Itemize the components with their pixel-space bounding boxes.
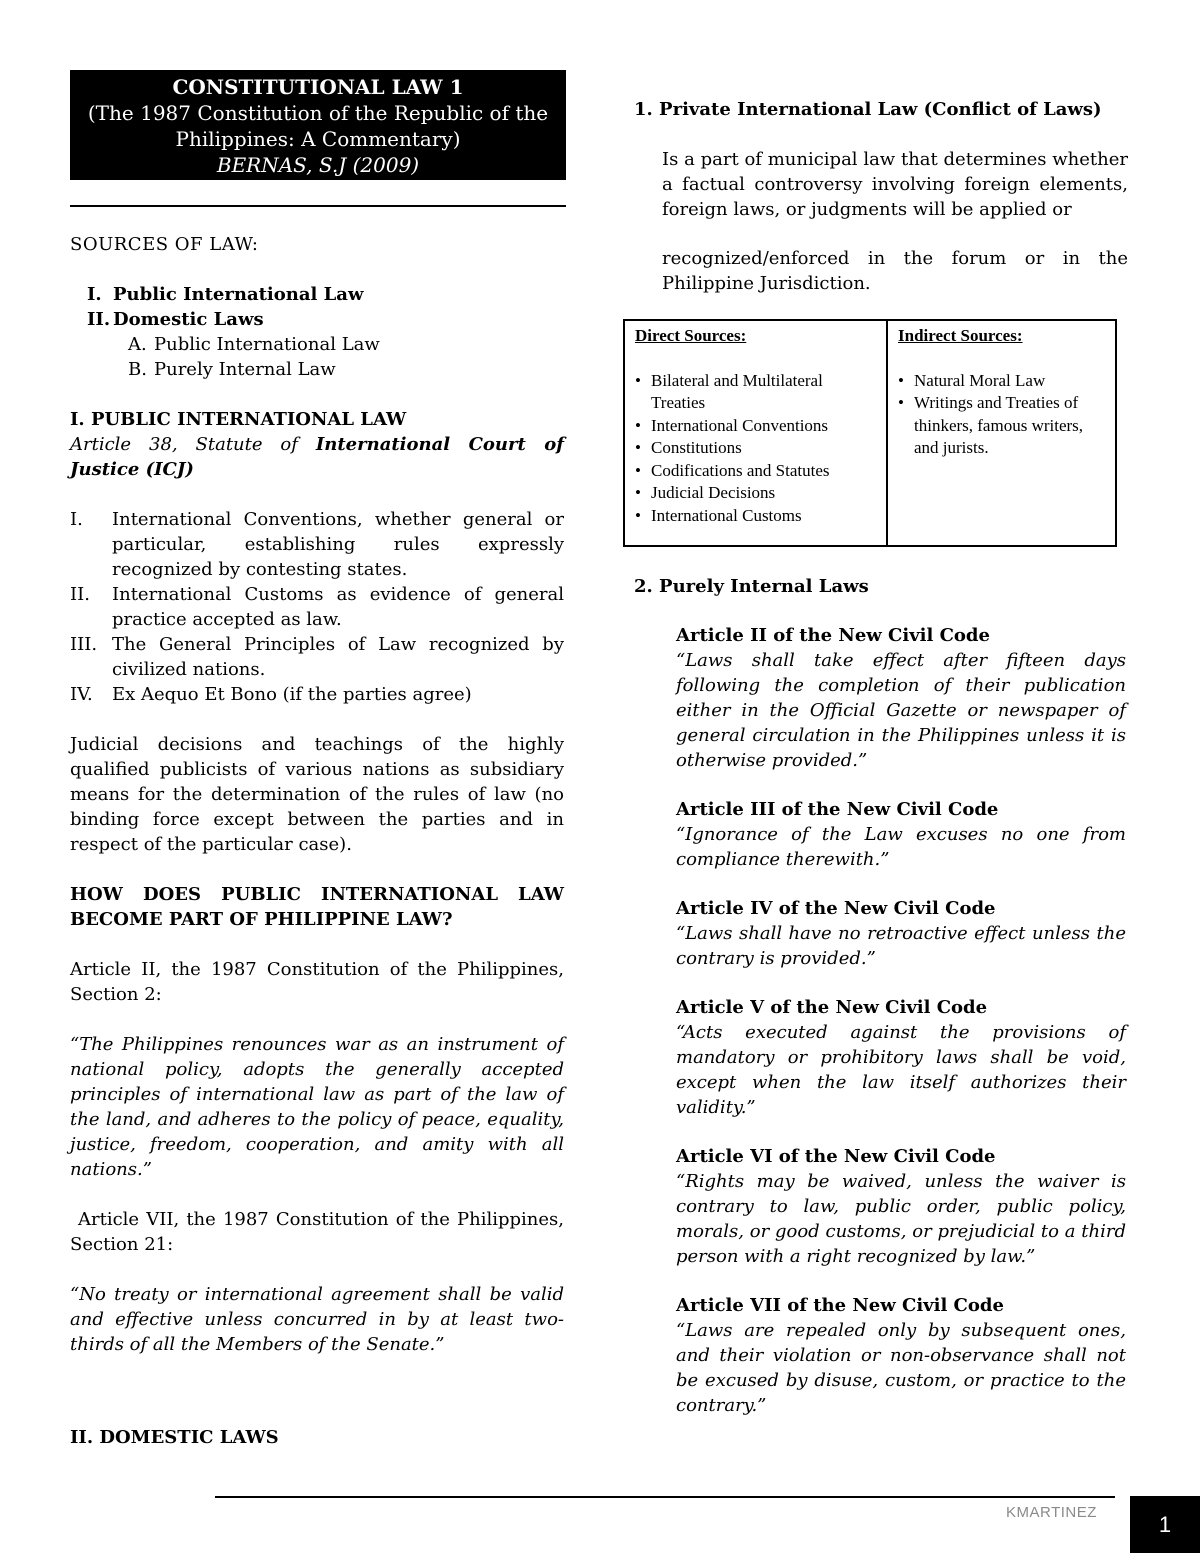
list-item	[70, 582, 564, 632]
direct-source-item: • International Conventions	[635, 415, 876, 438]
private-international-law-heading: 1. Private International Law (Conflict of Laws)	[634, 99, 1102, 120]
direct-source-item: • Bilateral and Multilateral Treaties	[635, 370, 876, 415]
article-vii-reference: Article VII, the 1987 Constitution of the Philippines, Section 21:	[70, 1209, 564, 1255]
outline-num: II.	[87, 309, 111, 330]
direct-sources-cell	[624, 320, 887, 546]
how-heading: HOW DOES PUBLIC INTERNATIONAL LAW BECOME PART OF PHILIPPINE LAW?	[70, 884, 564, 930]
list-item-text: Ex Aequo Et Bono (if the parties agree)	[112, 684, 472, 705]
article-title: Article VII of the New Civil Code	[676, 1295, 1004, 1316]
article-quote: “Laws are repealed only by subsequent ones, and their violation or non-observance shall not be excused by disuse, custom, or practice to the contrary.”	[676, 1320, 1126, 1416]
article-quote: “Rights may be waived, unless the waiver is contrary to law, public order, public policy, morals, or good customs, or prejudicial to a third person with a right recognized by law.”	[676, 1171, 1126, 1267]
article-title: Article VI of the New Civil Code	[676, 1146, 996, 1167]
outline-sub-label: Purely Internal Law	[154, 359, 336, 380]
header-divider	[70, 205, 566, 207]
article-ii-quote: “The Philippines renounces war as an instrument of national policy, adopts the generally accepted principles of international law as part of the law of the land, and adheres to the policy of peace, equality, justice, freedom, cooperation, and amity with all nations.”	[70, 1034, 564, 1180]
list-item-text: International Conventions, whether general or particular, establishing rules expressly recognized by contesting states.	[112, 509, 564, 580]
list-item-num: III.	[70, 634, 98, 655]
civil-code-article	[676, 995, 1126, 1120]
judicial-decisions-paragraph: Judicial decisions and teachings of the highly qualified publicists of various nations as subsidiary means for the determination of the rules of law (no binding force except between the parties and in respect of the particular case).	[70, 734, 564, 855]
document-subtitle-line1: (The 1987 Constitution of the Republic of the	[87, 101, 549, 125]
direct-source-item: • Judicial Decisions	[635, 482, 876, 505]
pil-reference-court: International Court of Justice (ICJ)	[70, 434, 564, 480]
list-item-text: International Customs as evidence of general practice accepted as law.	[112, 584, 564, 630]
civil-code-article	[676, 1293, 1126, 1418]
private-pil-para1: Is a part of municipal law that determines whether a factual controversy involving foreign elements, foreign laws, or judgments will be applied or	[662, 149, 1128, 220]
purely-internal-laws-heading: 2. Purely Internal Laws	[634, 576, 869, 597]
article-title: Article IV of the New Civil Code	[676, 898, 996, 919]
sources-table	[623, 319, 1117, 547]
direct-source-item: • Constitutions	[635, 437, 876, 460]
domestic-laws-heading: II. DOMESTIC LAWS	[70, 1427, 279, 1448]
private-international-law-paragraph	[662, 147, 1128, 296]
indirect-sources-heading: Indirect Sources:	[898, 326, 1023, 345]
outline-sub-num: B.	[128, 359, 147, 380]
document-subtitle-line2: Philippines: A Commentary)	[175, 127, 461, 151]
article-quote: “Laws shall take effect after fifteen days following the completion of their publication either in the Official Gazette or newspaper of general circulation in the Philippines unless it is otherwise provided.”	[676, 650, 1126, 771]
footer-divider	[215, 1496, 1115, 1498]
outline-item	[70, 282, 564, 307]
pil-reference	[70, 432, 564, 482]
article-title: Article V of the New Civil Code	[676, 997, 988, 1018]
civil-code-articles	[676, 623, 1126, 1418]
civil-code-article	[676, 797, 1126, 872]
direct-sources-heading: Direct Sources:	[635, 326, 747, 345]
page-number: 1	[1130, 1496, 1200, 1553]
document-author: BERNAS, S.J (2009)	[216, 153, 420, 177]
list-item-num: I.	[70, 509, 83, 530]
list-item	[70, 507, 564, 582]
outline-label: Public International Law	[113, 284, 364, 305]
sources-heading: SOURCES OF LAW:	[70, 234, 259, 255]
outline-label: Domestic Laws	[113, 309, 264, 330]
pil-reference-prefix: Article 38, Statute of	[70, 434, 298, 455]
list-item-text: The General Principles of Law recognized by civilized nations.	[112, 634, 564, 680]
document-title-block	[70, 70, 566, 180]
article-ii-reference: Article II, the 1987 Constitution of the Philippines, Section 2:	[70, 959, 564, 1005]
article-title: Article III of the New Civil Code	[676, 799, 999, 820]
direct-source-item: • International Customs	[635, 505, 876, 528]
list-item	[70, 682, 564, 707]
outline-num: I.	[87, 284, 102, 305]
article-title: Article II of the New Civil Code	[676, 625, 990, 646]
document-title: CONSTITUTIONAL LAW 1	[172, 75, 464, 99]
outline-item	[70, 307, 564, 332]
pil-sources-list	[70, 507, 564, 707]
indirect-sources-cell	[887, 320, 1116, 546]
list-item	[70, 632, 564, 682]
private-pil-para2: recognized/enforced in the forum or in the Philippine Jurisdiction.	[662, 248, 1128, 294]
pil-heading: I. PUBLIC INTERNATIONAL LAW	[70, 409, 407, 430]
list-item-num: IV.	[70, 684, 93, 705]
article-vii-quote: “No treaty or international agreement shall be valid and effective unless concurred in by at least two-thirds of all the Members of the Senate.”	[70, 1284, 564, 1355]
outline-subitem	[70, 357, 564, 382]
outline-sub-num: A.	[128, 334, 147, 355]
direct-source-item: • Codifications and Statutes	[635, 460, 876, 483]
article-quote: “Laws shall have no retroactive effect unless the contrary is provided.”	[676, 923, 1126, 969]
list-item-num: II.	[70, 584, 90, 605]
indirect-source-item: • Natural Moral Law	[898, 370, 1105, 393]
civil-code-article	[676, 1144, 1126, 1269]
civil-code-article	[676, 896, 1126, 971]
article-quote: “Acts executed against the provisions of mandatory or prohibitory laws shall be void, except when the law itself authorizes their validity.”	[676, 1022, 1126, 1118]
civil-code-article	[676, 623, 1126, 773]
outline-sub-label: Public International Law	[154, 334, 380, 355]
left-column	[70, 232, 564, 1357]
indirect-source-item: • Writings and Treaties of thinkers, famous writers, and jurists.	[898, 392, 1105, 460]
footer-author: KMARTINEZ	[1006, 1504, 1097, 1521]
article-quote: “Ignorance of the Law excuses no one from compliance therewith.”	[676, 824, 1126, 870]
outline-subitem	[70, 332, 564, 357]
